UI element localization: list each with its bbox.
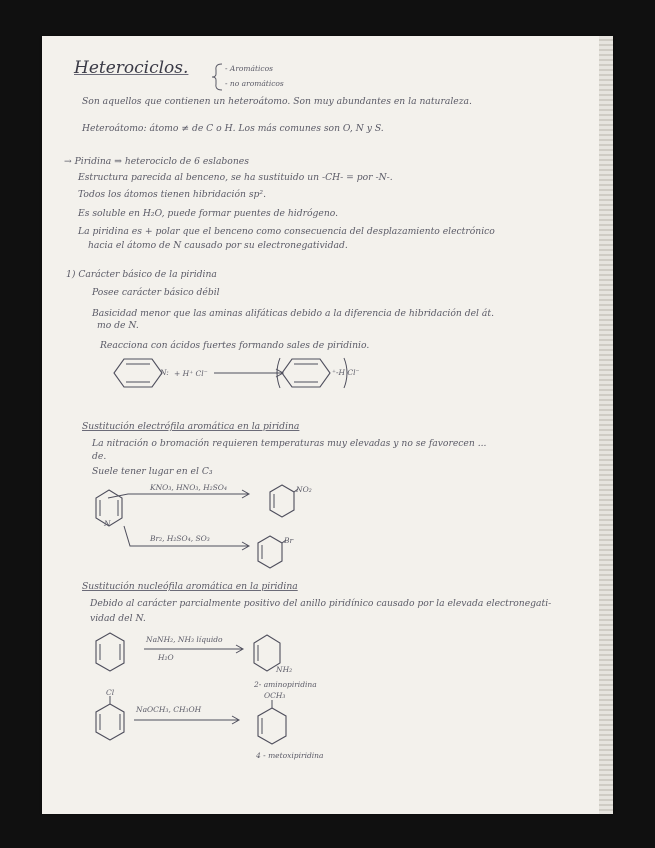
chloropyridine-ring-icon (94, 696, 126, 746)
body-line: mo de N. (97, 320, 139, 331)
nitrogen-label: N (104, 519, 111, 528)
substituent-label: Br (284, 536, 294, 545)
body-line: Basicidad menor que las aminas alifáticas debido a la diferencia de hibridación del át. (92, 308, 494, 319)
body-line: hacia el átomo de N causado por su electronegatividad. (88, 240, 348, 251)
brace-item-nonaromatic: - no aromáticos (225, 79, 284, 88)
section-heading-electrofila: Sustitución electrófila aromática en la piridina (82, 421, 300, 432)
section-heading-piridina: → Piridina ⇒ heterociclo de 6 eslabones (64, 156, 249, 167)
body-line: Reacciona con ácidos fuertes formando sales de piridinio. (100, 340, 370, 351)
body-line: La nitración o bromación requieren temperaturas muy elevadas y no se favorecen ... (92, 438, 487, 449)
body-line: vidad del N. (90, 613, 146, 624)
product-name: 2- aminopiridina (254, 680, 317, 689)
product-name: 4 - metoxipiridina (256, 751, 324, 760)
substituent-label: NO₂ (296, 485, 312, 494)
reaction-arrow-icon (132, 713, 242, 727)
reagent-label: NaNH₂, NH₃ líquido (146, 635, 223, 644)
page-title: Heterociclos. (74, 58, 189, 78)
body-line: Posee carácter básico débil (92, 287, 220, 298)
intro-line: Heteroátomo: átomo ≠ de C o H. Los más comunes son O, N y S. (82, 123, 384, 134)
intro-line: Son aquellos que contienen un heteroátomo. Son muy abundantes en la naturaleza. (82, 96, 472, 107)
branch-arrows-icon (106, 486, 256, 556)
methoxypyridine-ring-icon (256, 700, 288, 750)
section-heading-nucleofila: Sustitución nucleófila aromática en la piridina (82, 581, 298, 592)
nitrogen-label: N: (160, 368, 169, 377)
substituent-label: NH₂ (276, 665, 293, 674)
body-line: Suele tener lugar en el C₃ (92, 466, 213, 477)
reagent-label: Br₂, H₂SO₄, SO₃ (150, 534, 210, 543)
brace-icon (210, 62, 224, 92)
body-line: de. (92, 451, 107, 462)
product-label: ⁺-H Cl⁻ (332, 368, 360, 377)
section-heading-basico: 1) Carácter básico de la piridina (66, 269, 217, 280)
substituent-label: OCH₃ (264, 691, 286, 700)
pyridine-ring-icon (94, 631, 126, 675)
notebook-page (42, 36, 613, 814)
spiral-binding (599, 36, 613, 814)
body-line: Debido al carácter parcialmente positivo del anillo piridínico causado por la elevada electronegati- (90, 598, 552, 609)
reagent-label: + H⁺ Cl⁻ (174, 369, 208, 378)
nitropyridine-ring-icon (268, 482, 298, 520)
bromopyridine-ring-icon (256, 533, 286, 571)
body-line: Todos los átomos tienen hibridación sp². (78, 189, 267, 200)
reagent-label: H₂O (158, 653, 174, 662)
brace-item-aromatic: - Aromáticos (225, 64, 273, 73)
substituent-label: Cl (106, 688, 115, 697)
reagent-label: NaOCH₃, CH₃OH (136, 705, 202, 714)
body-line: Estructura parecida al benceno, se ha sustituido un -CH- = por -N-. (78, 172, 393, 183)
body-line: La piridina es + polar que el benceno como consecuencia del desplazamiento electrónico (78, 226, 495, 237)
reagent-label: KNO₃, HNO₃, H₂SO₄ (150, 483, 227, 492)
body-line: Es soluble en H₂O, puede formar puentes de hidrógeno. (78, 208, 339, 219)
